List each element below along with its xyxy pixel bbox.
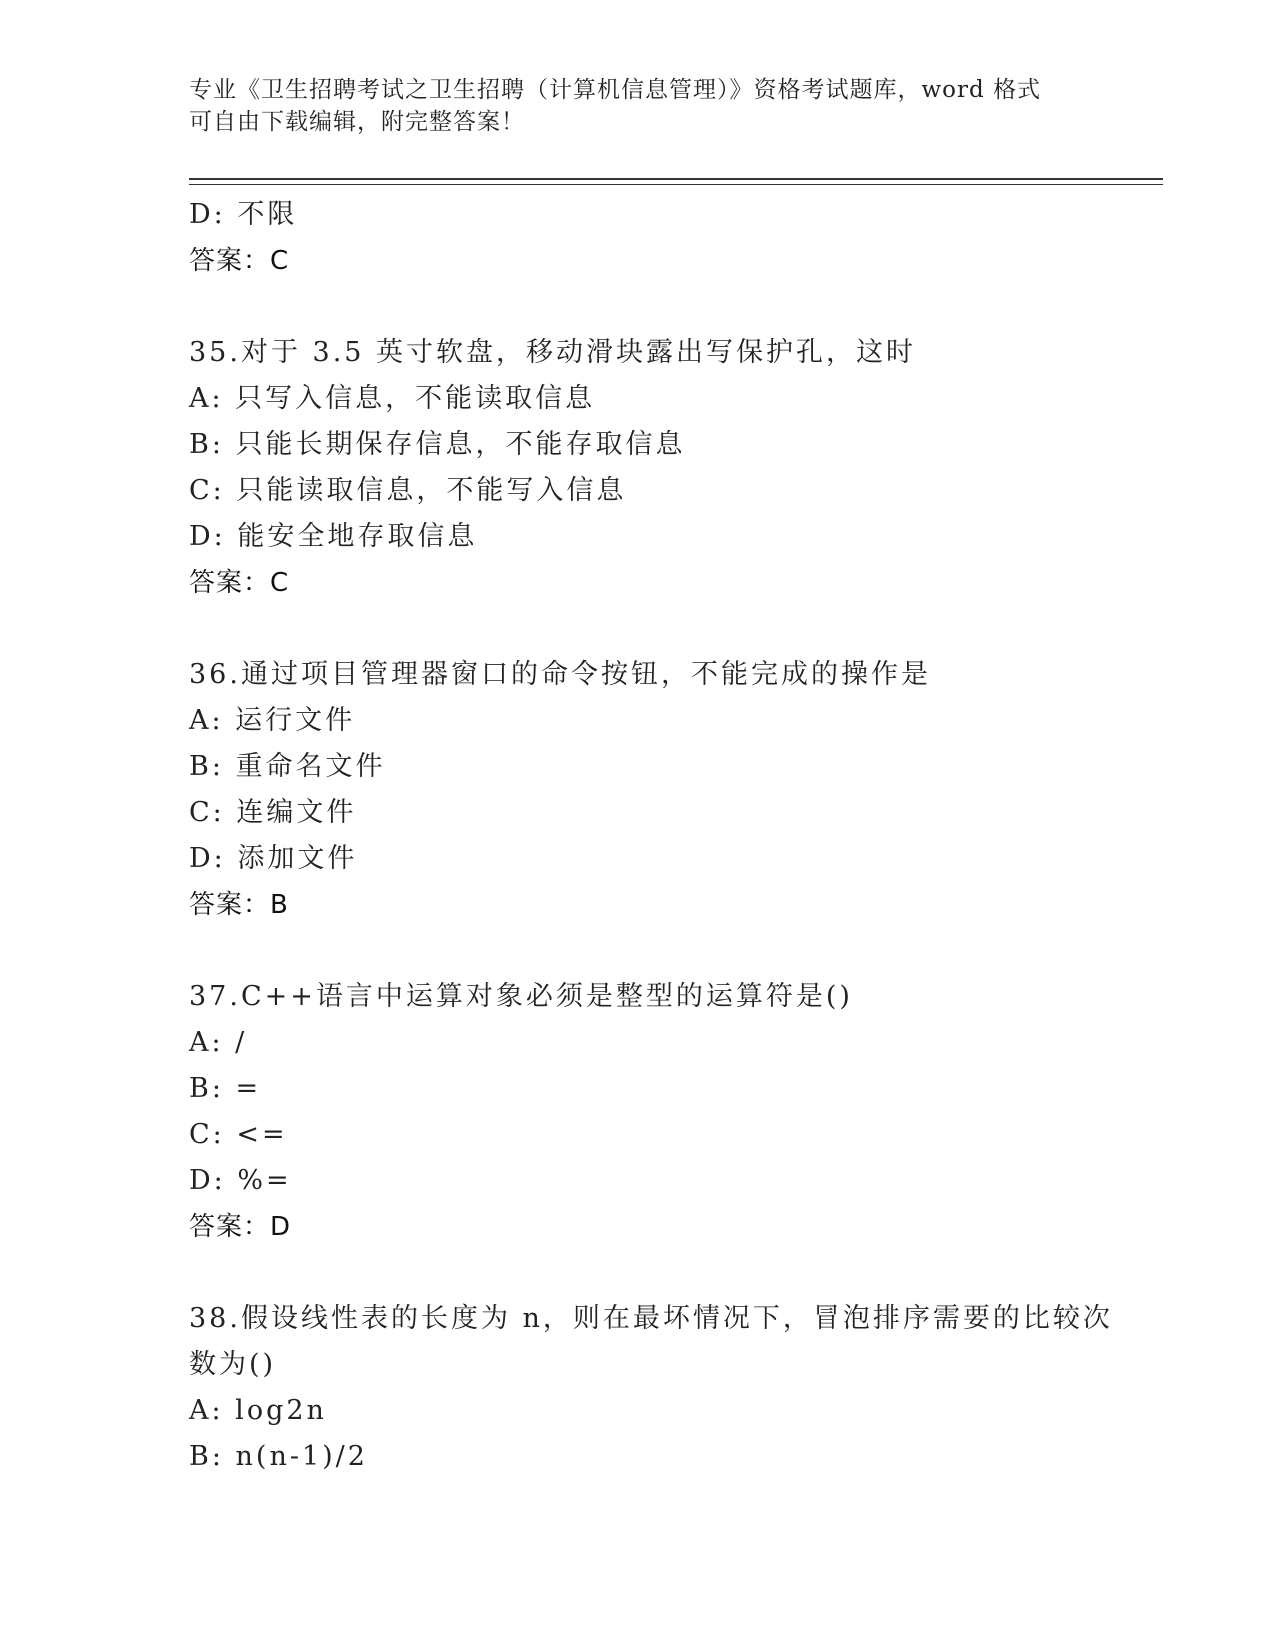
header-divider-thin: [189, 184, 1163, 185]
question-35: [189, 330, 1089, 606]
question-stem: 37.C++语言中运算对象必须是整型的运算符是(): [189, 981, 853, 1012]
option-a: A: 运行文件: [189, 705, 356, 736]
question-stem-line-1: 38.假设线性表的长度为 n，则在最坏情况下，冒泡排序需要的比较次: [189, 1303, 1113, 1334]
option-d: D: 不限: [189, 199, 298, 230]
question-stem-line-2: 数为(): [189, 1349, 277, 1380]
spacer: [189, 1250, 1089, 1296]
document-header: [189, 74, 1089, 138]
option-b: B: 只能长期保存信息，不能存取信息: [189, 429, 686, 460]
option-d: D: 能安全地存取信息: [189, 521, 478, 552]
question-36: [189, 652, 1089, 928]
header-line-2: 可自由下载编辑，附完整答案！: [189, 109, 525, 135]
header-divider-thick: [189, 178, 1163, 180]
option-c: C: <=: [189, 1119, 288, 1150]
spacer: [189, 606, 1089, 652]
question-stem: 35.对于 3.5 英寸软盘，移动滑块露出写保护孔，这时: [189, 337, 917, 368]
option-a: A: log2n: [189, 1395, 327, 1426]
header-line-1: 专业《卫生招聘考试之卫生招聘（计算机信息管理）》资格考试题库，word 格式: [189, 77, 1042, 103]
option-a: A: /: [189, 1027, 248, 1058]
answer: 答案：C: [189, 246, 290, 276]
question-stem: 36.通过项目管理器窗口的命令按钮，不能完成的操作是: [189, 659, 931, 690]
question-list: [189, 192, 1113, 1480]
option-b: B: =: [189, 1073, 262, 1104]
option-c: C: 连编文件: [189, 797, 357, 828]
question-38: [189, 1296, 1113, 1480]
spacer: [189, 928, 1089, 974]
option-b: B: n(n-1)/2: [189, 1441, 368, 1472]
answer: 答案：B: [189, 890, 289, 920]
answer: 答案：D: [189, 1212, 292, 1242]
question-37: [189, 974, 1089, 1250]
option-b: B: 重命名文件: [189, 751, 386, 782]
spacer: [189, 284, 1089, 330]
option-c: C: 只能读取信息，不能写入信息: [189, 475, 627, 506]
answer: 答案：C: [189, 568, 290, 598]
option-a: A: 只写入信息，不能读取信息: [189, 383, 596, 414]
option-d: D: %=: [189, 1165, 292, 1196]
option-d: D: 添加文件: [189, 843, 358, 874]
